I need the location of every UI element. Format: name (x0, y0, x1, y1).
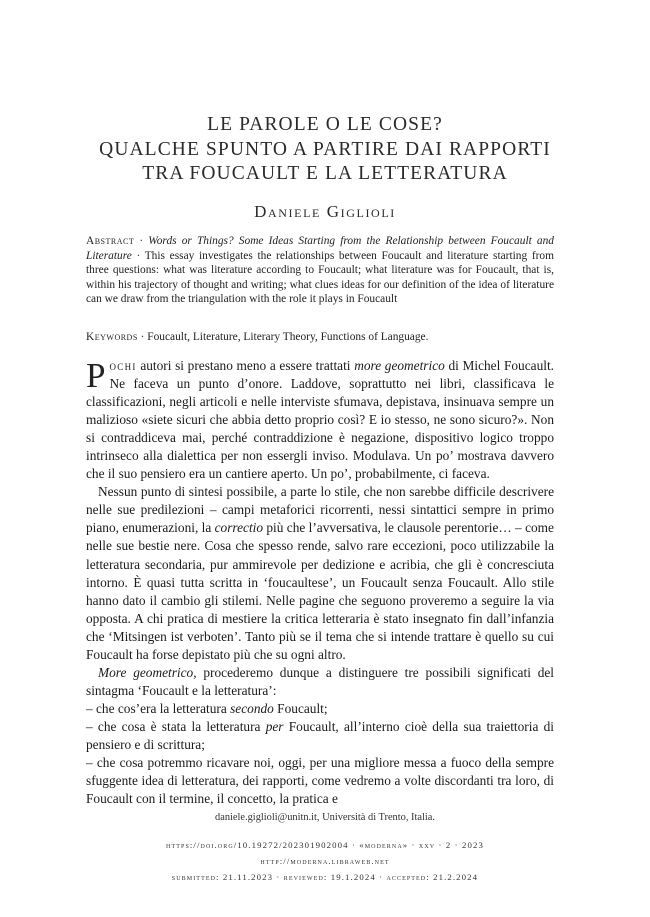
article-header (0, 113, 650, 222)
abstract-english-title: Words or Things? Some Ideas Starting from the Relationship between Foucault and Literature (86, 235, 554, 262)
drop-cap: P (86, 356, 106, 395)
article-body (86, 357, 554, 808)
list-item-2-text-b: Foucault, all’interno cioè della sua traiettoria di pensiero e di scrittura; (86, 718, 554, 752)
paragraph-3-italic: More geometrico (98, 664, 194, 680)
list-item-1-text-b: Foucault; (273, 700, 328, 716)
paragraph-2-text-b: più che l’avversativa, le clausole perentorie… – come nelle sue bestie nere. Cosa che spesso rende, salvo rare eccezioni, poco utilizzabile la letteratura secondaria, pur ammirevole per dedizione e acribia, che gli è concresciuta intorno. È quasi tutta scritta in ‘foucaultese’, un Foucault senza Foucault. Allo stile hanno dato il cambio gli stilemi. Nelle pagine che seguono proveremo a seguire la via opposta. A chi pratica di mestiere la critica letteraria è stato insegnato fin dall’infanzia che ‘Mitsingen ist verboten’. Tanto più se il tema che si intende trattare è quello su cui Foucault ha forse depistato più che su ogni altro. (86, 520, 554, 662)
submission-dates: submitted: 21.11.2023 · reviewed: 19.1.2024 · accepted: 21.2.2024 (171, 872, 479, 882)
article-title-line-2: QUALCHE SPUNTO A PARTIRE DAI RAPPORTI (99, 138, 551, 160)
list-item-2-text-a: – che cosa è stata la letteratura (86, 718, 266, 734)
abstract-label: Abstract (86, 235, 135, 247)
paragraph-1 (86, 357, 554, 483)
list-item (86, 700, 554, 718)
list-item-2-italic: per (265, 718, 284, 734)
author-name: Daniele Giglioli (254, 201, 396, 221)
paragraph-3-text: , procederemo dunque a distinguere tre possibili significati del sintagma ‘Foucault e la letteratura’: (86, 664, 554, 698)
abstract-separator: · (134, 235, 149, 247)
paragraph-1-italic: more geometrico (354, 358, 445, 373)
keywords-text: · Foucault, Literature, Literary Theory, Functions of Language. (137, 331, 429, 343)
keywords-label: Keywords (86, 331, 138, 343)
article-title-line-3: TRA FOUCAULT E LA LETTERATURA (142, 163, 508, 184)
keywords (86, 330, 554, 345)
list-item-1-italic: secondo (230, 700, 274, 716)
doi-line: https://doi.org/10.19272/202301902004 · «moderna» · xxv · 2 · 2023 (166, 840, 484, 850)
list-item (86, 718, 554, 754)
paragraph-3 (86, 664, 554, 700)
list-item (86, 754, 554, 808)
article-title-line-1: LE PAROLE O LE COSE? (207, 114, 443, 135)
lead-small-caps: ochi (109, 358, 137, 373)
paragraph-1-text-b: di Michel Foucault. Ne faceva un punto d’onore. Laddove, soprattutto nei libri, classificava le classificazioni, negli articoli e nelle interviste sfumava, depistava, insinuava sempre un malizioso «siete sicuri che abbia detto proprio così? E io stesso, ne sono sicuro?». Non si contraddiceva mai, perché contraddizione è negazione, dispositivo logico troppo intrinseco alla dialettica per non essergli inviso. Modulava. Un po’ mostrava davvero che il suo pensiero era un cantiere aperto. Un po’, probabilmente, ci faceva. (86, 358, 555, 482)
paragraph-2-italic: correctio (214, 520, 264, 536)
paragraph-2 (86, 483, 554, 663)
list-item-3-text: – che cosa potremmo ricavare noi, oggi, per una migliore messa a fuoco della sempre sfuggente idea di letteratura, dei rapporti, come vedremo a volte discordanti tra loro, di Foucault con il termine, il concetto, la pratica e (86, 755, 554, 807)
abstract-text: · This essay investigates the relationships between Foucault and literature starting from three questions: what was literature according to Foucault; what literature was for Foucault, that is, within his trajectory of thought and writing; what clues ideas for our definition of the idea of literature can we draw from the triangulation with the role it plays in Foucault (86, 249, 554, 306)
paragraph-1-text-a: autori si prestano meno a essere trattati (136, 358, 355, 373)
abstract (86, 234, 554, 307)
list-item-1-text-a: – che cos’era la letteratura (86, 700, 231, 716)
paragraph-2-text-a: Nessun punto di sintesi possibile, a parte lo stile, che non sarebbe difficile descrivere nelle sue predilezioni – campi metaforici ricorrenti, nessi sintattici sempre in primo piano, enumerazioni, la (86, 484, 554, 536)
journal-url: http://moderna.libraweb.net (260, 856, 390, 866)
author-email-affiliation: daniele.giglioli@unitn.it, Università di Trento, Italia. (215, 812, 435, 823)
